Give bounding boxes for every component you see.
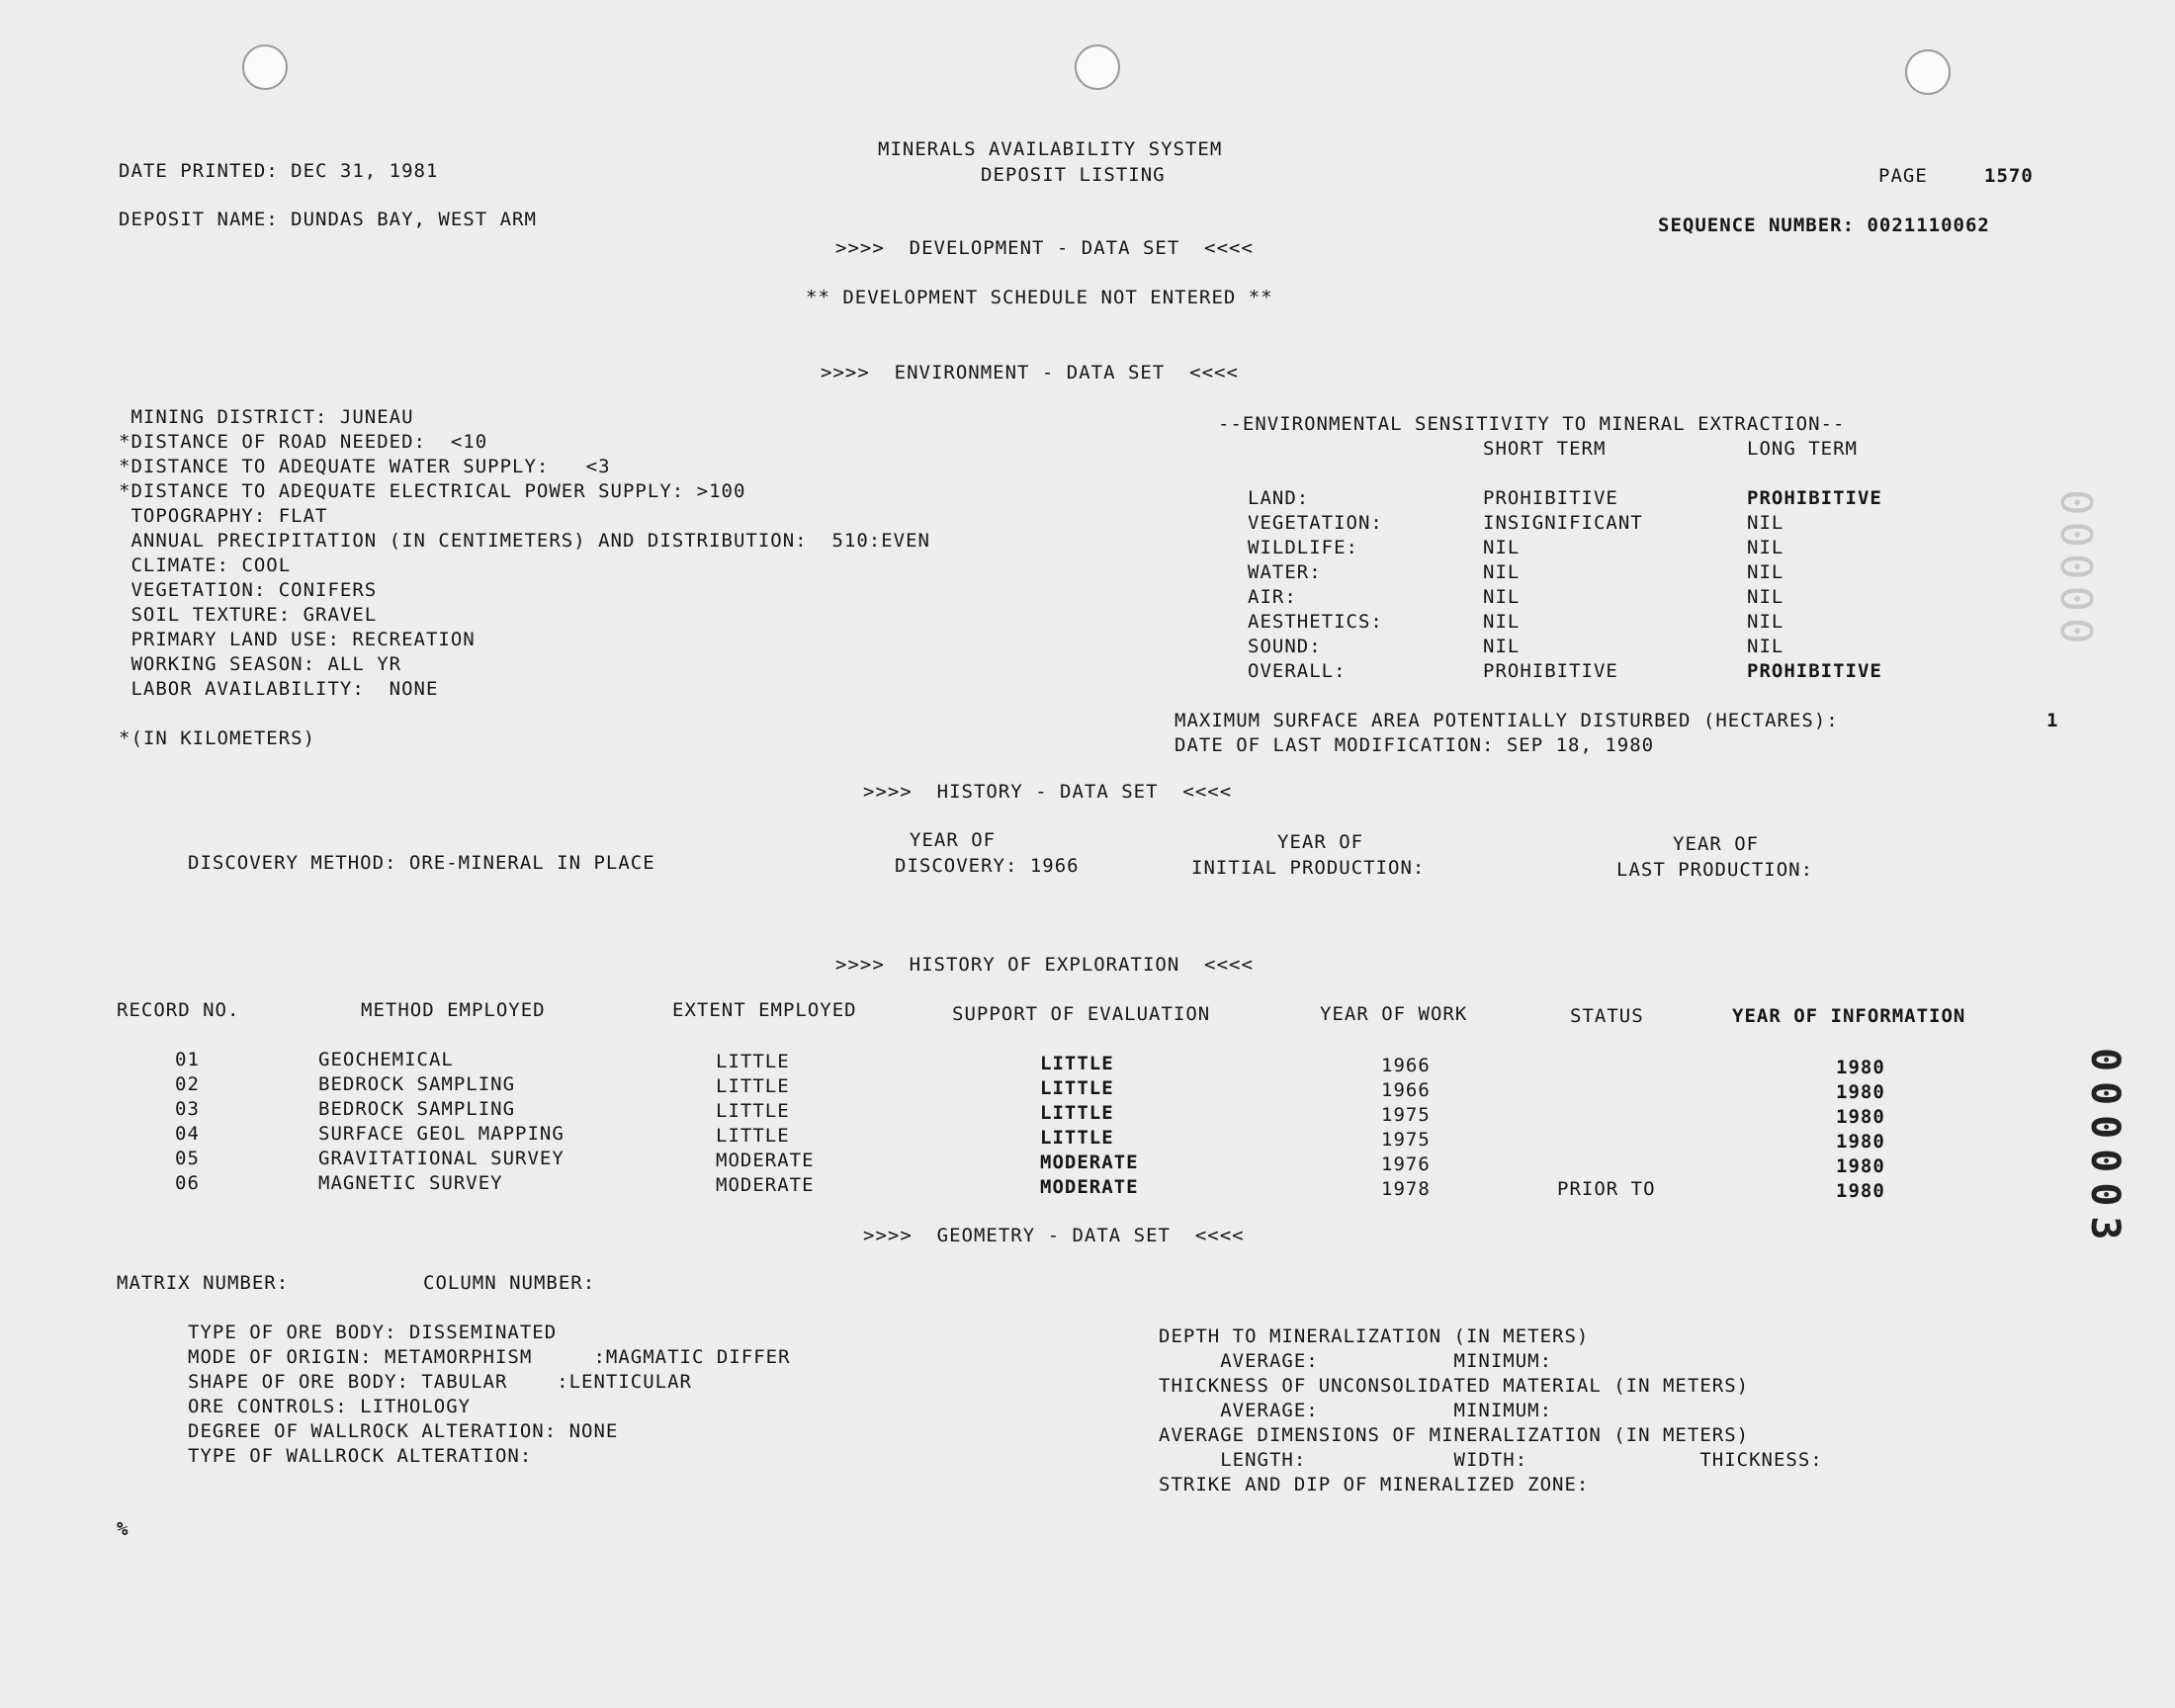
year-of-label: YEAR OF (910, 829, 997, 851)
geometry-line: THICKNESS OF UNCONSOLIDATED MATERIAL (IN METERS) (1159, 1375, 1750, 1397)
extent: LITTLE (716, 1125, 790, 1147)
sensitivity-label: VEGETATION: (1248, 512, 1383, 534)
last-modification: DATE OF LAST MODIFICATION: SEP 18, 1980 (1174, 734, 1655, 756)
faint-edge-stamp: 00000 (2050, 489, 2101, 650)
discovery-year: DISCOVERY: 1966 (895, 855, 1080, 877)
short-term-header: SHORT TERM (1483, 438, 1607, 460)
geometry-heading: >>>> GEOMETRY - DATA SET <<<< (863, 1225, 1245, 1246)
sensitivity-label: AIR: (1248, 586, 1297, 608)
year-of-label: YEAR OF (1277, 831, 1364, 853)
history-heading: >>>> HISTORY - DATA SET <<<< (863, 781, 1233, 803)
sensitivity-long: NIL (1747, 561, 1784, 583)
sensitivity-long: NIL (1747, 636, 1784, 657)
sensitivity-short: NIL (1483, 611, 1521, 633)
env-line: TOPOGRAPHY: FLAT (119, 505, 328, 527)
sensitivity-label: WATER: (1248, 561, 1322, 583)
sensitivity-title: --ENVIRONMENTAL SENSITIVITY TO MINERAL EXTRACTION-- (1218, 413, 1846, 435)
column-header: METHOD EMPLOYED (361, 999, 546, 1021)
method: GEOCHEMICAL (318, 1049, 454, 1070)
year-of-info: 1980 (1836, 1180, 1885, 1202)
method: BEDROCK SAMPLING (318, 1073, 516, 1095)
sensitivity-long: NIL (1747, 537, 1784, 558)
geometry-line: ORE CONTROLS: LITHOLOGY (188, 1396, 472, 1417)
year-of-work: 1966 (1381, 1055, 1431, 1076)
sequence-number: SEQUENCE NUMBER: 0021110062 (1658, 214, 1990, 236)
extent: LITTLE (716, 1075, 790, 1097)
status: PRIOR TO (1557, 1178, 1656, 1200)
column-header: EXTENT EMPLOYED (672, 999, 857, 1021)
max-surface-value: 1 (2046, 710, 2059, 731)
geometry-line: SHAPE OF ORE BODY: TABULAR :LENTICULAR (188, 1371, 692, 1393)
env-line: ANNUAL PRECIPITATION (IN CENTIMETERS) AND DISTRIBUTION: 510:EVEN (119, 530, 930, 552)
year-of-work: 1975 (1381, 1104, 1431, 1126)
env-line: SOIL TEXTURE: GRAVEL (119, 604, 378, 626)
exploration-heading: >>>> HISTORY OF EXPLORATION <<<< (835, 954, 1254, 976)
year-of-info: 1980 (1836, 1155, 1885, 1177)
geometry-line: DEPTH TO MINERALIZATION (IN METERS) (1159, 1325, 1590, 1347)
year-of-info: 1980 (1836, 1057, 1885, 1078)
page-label: PAGE (1878, 165, 1928, 187)
punch-hole-right (1905, 49, 1951, 95)
development-note: ** DEVELOPMENT SCHEDULE NOT ENTERED ** (806, 287, 1273, 308)
env-line: LABOR AVAILABILITY: NONE (119, 678, 439, 700)
env-line: MINING DISTRICT: JUNEAU (119, 406, 414, 428)
sensitivity-long: NIL (1747, 586, 1784, 608)
extent: MODERATE (716, 1174, 815, 1196)
support: LITTLE (1040, 1102, 1114, 1124)
sensitivity-short: PROHIBITIVE (1483, 487, 1618, 509)
column-header: STATUS (1570, 1005, 1644, 1027)
support: MODERATE (1040, 1176, 1139, 1198)
geometry-line: LENGTH: WIDTH: THICKNESS: (1159, 1449, 1823, 1471)
support: MODERATE (1040, 1152, 1139, 1173)
geometry-line: TYPE OF WALLROCK ALTERATION: (188, 1445, 533, 1467)
sensitivity-short: NIL (1483, 537, 1521, 558)
extent: LITTLE (716, 1051, 790, 1072)
punch-hole-left (242, 44, 288, 90)
max-surface-label: MAXIMUM SURFACE AREA POTENTIALLY DISTURBED (HECTARES): (1174, 710, 1839, 731)
year-of-label: YEAR OF (1673, 833, 1760, 855)
record-no: 03 (175, 1098, 200, 1120)
year-of-info: 1980 (1836, 1131, 1885, 1153)
method: GRAVITATIONAL SURVEY (318, 1148, 565, 1169)
method: BEDROCK SAMPLING (318, 1098, 516, 1120)
year-of-work: 1975 (1381, 1129, 1431, 1151)
column-number: COLUMN NUMBER: (423, 1272, 596, 1294)
method: MAGNETIC SURVEY (318, 1172, 503, 1194)
punch-hole-center (1075, 44, 1120, 90)
record-no: 06 (175, 1172, 200, 1194)
discovery-method: DISCOVERY METHOD: ORE-MINERAL IN PLACE (188, 852, 655, 874)
extent: LITTLE (716, 1100, 790, 1122)
sensitivity-short: PROHIBITIVE (1483, 660, 1618, 682)
sensitivity-label: AESTHETICS: (1248, 611, 1383, 633)
env-line: PRIMARY LAND USE: RECREATION (119, 629, 476, 650)
year-of-work: 1966 (1381, 1079, 1431, 1101)
sensitivity-long: PROHIBITIVE (1747, 487, 1882, 509)
geometry-line: AVERAGE: MINIMUM: (1159, 1400, 1553, 1421)
environment-heading: >>>> ENVIRONMENT - DATA SET <<<< (821, 362, 1239, 384)
geometry-line: DEGREE OF WALLROCK ALTERATION: NONE (188, 1420, 619, 1442)
column-header: YEAR OF WORK (1320, 1003, 1468, 1025)
env-line: *DISTANCE TO ADEQUATE WATER SUPPLY: <3 (119, 456, 611, 477)
env-line: *DISTANCE OF ROAD NEEDED: <10 (119, 431, 488, 453)
support: LITTLE (1040, 1127, 1114, 1149)
sensitivity-label: OVERALL: (1248, 660, 1347, 682)
record-no: 01 (175, 1049, 200, 1070)
sensitivity-label: WILDLIFE: (1248, 537, 1358, 558)
km-footnote: *(IN KILOMETERS) (119, 727, 316, 749)
env-line: WORKING SEASON: ALL YR (119, 653, 402, 675)
edge-stamp: 000003 (2082, 1048, 2128, 1250)
sensitivity-long: PROHIBITIVE (1747, 660, 1882, 682)
sensitivity-long: NIL (1747, 611, 1784, 633)
geometry-line: AVERAGE DIMENSIONS OF MINERALIZATION (IN METERS) (1159, 1424, 1750, 1446)
geometry-line: TYPE OF ORE BODY: DISSEMINATED (188, 1322, 558, 1343)
initial-production: INITIAL PRODUCTION: (1191, 857, 1426, 879)
geometry-line: MODE OF ORIGIN: METAMORPHISM :MAGMATIC DIFFER (188, 1346, 791, 1368)
year-of-info: 1980 (1836, 1106, 1885, 1128)
development-heading: >>>> DEVELOPMENT - DATA SET <<<< (835, 237, 1254, 259)
record-no: 02 (175, 1073, 200, 1095)
listing-title: DEPOSIT LISTING (981, 164, 1166, 186)
method: SURFACE GEOL MAPPING (318, 1123, 565, 1145)
year-of-work: 1978 (1381, 1178, 1431, 1200)
sensitivity-long: NIL (1747, 512, 1784, 534)
matrix-number: MATRIX NUMBER: (117, 1272, 290, 1294)
column-header: SUPPORT OF EVALUATION (952, 1003, 1211, 1025)
year-of-info: 1980 (1836, 1081, 1885, 1103)
page-number: 1570 (1984, 165, 2034, 187)
sensitivity-short: NIL (1483, 636, 1521, 657)
footer-mark: % (117, 1518, 130, 1540)
column-header: YEAR OF INFORMATION (1732, 1005, 1966, 1027)
long-term-header: LONG TERM (1747, 438, 1858, 460)
geometry-line: AVERAGE: MINIMUM: (1159, 1350, 1553, 1372)
record-no: 04 (175, 1123, 200, 1145)
system-title: MINERALS AVAILABILITY SYSTEM (878, 138, 1223, 160)
extent: MODERATE (716, 1150, 815, 1171)
year-of-work: 1976 (1381, 1153, 1431, 1175)
sensitivity-short: INSIGNIFICANT (1483, 512, 1643, 534)
env-line: *DISTANCE TO ADEQUATE ELECTRICAL POWER SUPPLY: >100 (119, 480, 746, 502)
sensitivity-label: LAND: (1248, 487, 1310, 509)
support: LITTLE (1040, 1053, 1114, 1074)
column-header: RECORD NO. (117, 999, 240, 1021)
deposit-name: DEPOSIT NAME: DUNDAS BAY, WEST ARM (119, 209, 537, 230)
last-production: LAST PRODUCTION: (1616, 859, 1814, 881)
support: LITTLE (1040, 1077, 1114, 1099)
date-printed: DATE PRINTED: DEC 31, 1981 (119, 160, 439, 182)
sensitivity-label: SOUND: (1248, 636, 1322, 657)
env-line: CLIMATE: COOL (119, 555, 292, 576)
geometry-line: STRIKE AND DIP OF MINERALIZED ZONE: (1159, 1474, 1590, 1495)
env-line: VEGETATION: CONIFERS (119, 579, 378, 601)
sensitivity-short: NIL (1483, 561, 1521, 583)
sensitivity-short: NIL (1483, 586, 1521, 608)
record-no: 05 (175, 1148, 200, 1169)
